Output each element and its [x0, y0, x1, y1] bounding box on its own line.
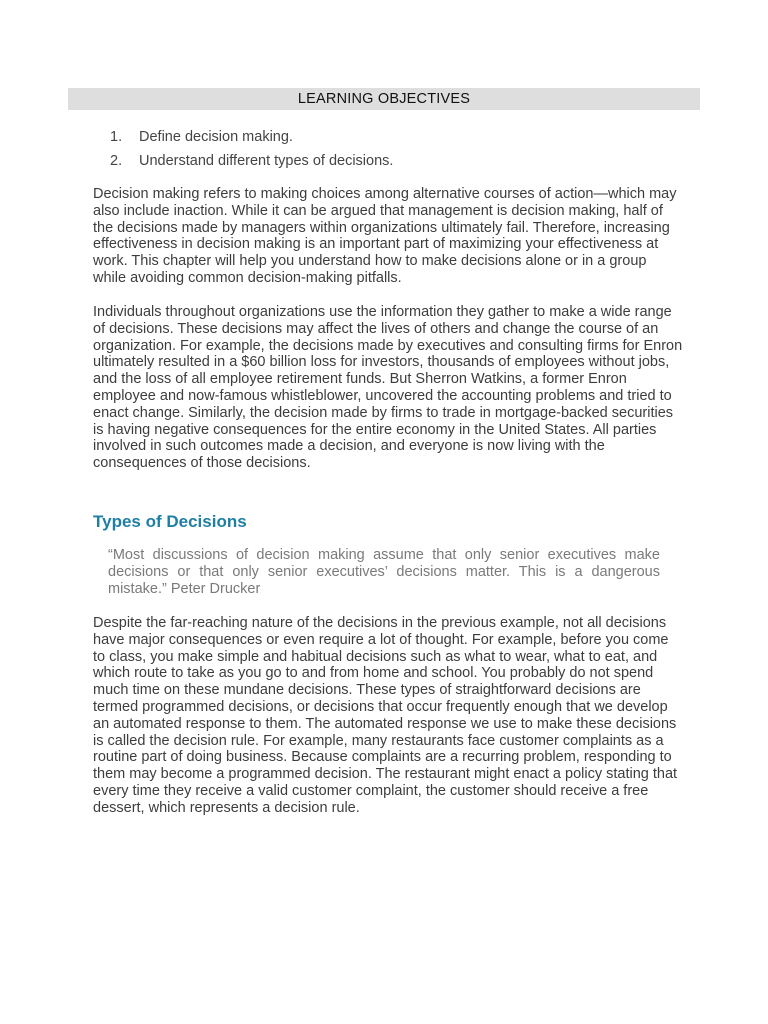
enron-paragraph: Individuals throughout organizations use the information they gather to make a wide range of decisions. These decisions may affect the lives of others and change the course of an organization. For example, the decisions made by executives and consulting firms for Enron ultimately resulted in a $60 billion loss for investors, thousands of employees without jobs, and the loss of all employee retirement funds. But Sherron Watkins, a former Enron employee and now-famous whistleblower, uncovered the accounting problems and tried to enact change. Similarly, the decision made by firms to trade in mortgage-backed securities is having negative consequences for the entire economy in the United States. All parties involved in such outcomes made a decision, and everyone is now living with the consequences of those decisions. — [93, 304, 683, 472]
list-item — [110, 128, 393, 152]
objectives-list — [110, 128, 393, 176]
intro-paragraph: Decision making refers to making choices among alternative courses of action—which may also include inaction. While it can be argued that management is decision making, half of the decisions made by managers within organizations ultimately fail. Therefore, increasing effectiveness in decision making is an important part of maximizing your effectiveness at work. This chapter will help you understand how to make decisions alone or in a group while avoiding common decision-making pitfalls. — [93, 186, 677, 286]
objective-number: 2. — [110, 153, 123, 169]
objective-number: 1. — [110, 129, 123, 145]
types-paragraph: Despite the far-reaching nature of the decisions in the previous example, not all decisions have major consequences or even require a lot of thought. For example, before you come to class, you make simple and habitual decisions such as what to wear, what to eat, and which route to take as you go to and from home and school. You probably do not spend much time on these mundane decisions. These types of straightforward decisions are termed programmed decisions, or decisions that occur frequently enough that we develop an automated response to them. The automated response we use to make these decisions is called the decision rule. For example, many restaurants face customer complaints as a routine part of doing business. Because complaints are a recurring problem, responding to them may become a programmed decision. The restaurant might enact a policy stating that every time they receive a valid customer complaint, the customer should receive a free dessert, which represents a decision rule. — [93, 615, 678, 816]
drucker-quote: “Most discussions of decision making assume that only senior executives make decisions or that only senior executives’ decisions matter. This is a dangerous mistake.” Peter Drucker — [108, 547, 660, 597]
list-item — [110, 152, 393, 176]
objective-text: Understand different types of decisions. — [139, 153, 394, 169]
learning-objectives-header — [68, 88, 700, 110]
header-title: LEARNING OBJECTIVES — [297, 91, 471, 107]
section-title: Types of Decisions — [93, 512, 247, 531]
objective-text: Define decision making. — [139, 129, 293, 145]
